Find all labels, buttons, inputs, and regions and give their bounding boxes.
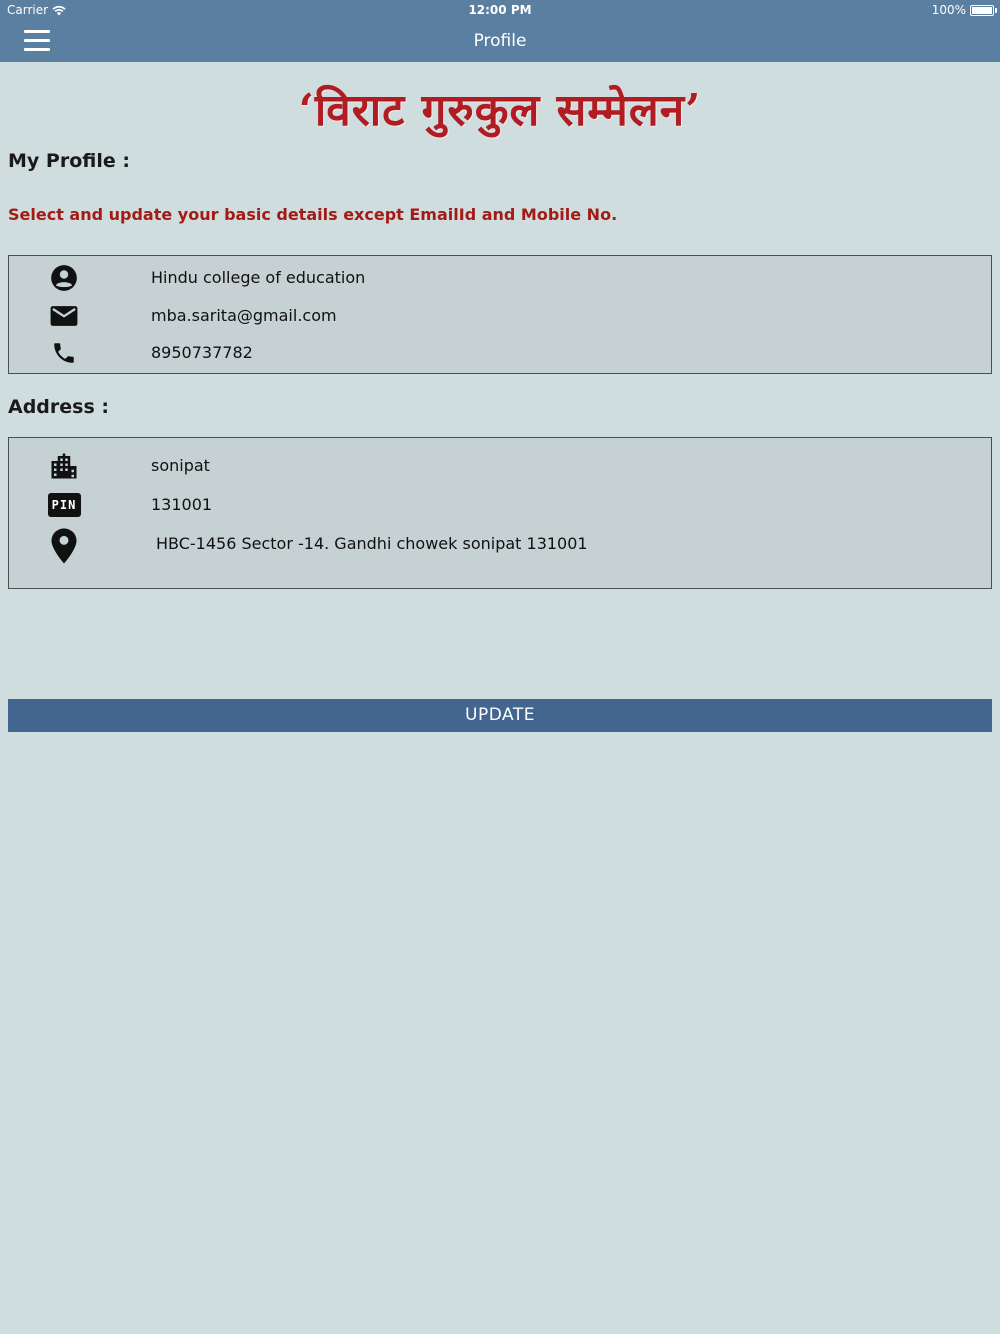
pincode-value: 131001 xyxy=(151,495,213,514)
institution-name: Hindu college of education xyxy=(151,268,366,287)
carrier-indicator xyxy=(7,3,66,17)
address-heading: Address : xyxy=(8,396,109,418)
hamburger-menu-icon[interactable] xyxy=(22,30,52,52)
phone-icon xyxy=(47,336,81,370)
mobile-value: 8950737782 xyxy=(151,343,253,362)
city-value: sonipat xyxy=(151,456,210,475)
profile-hint: Select and update your basic details except EmailId and Mobile No. xyxy=(8,205,618,224)
address-row-city[interactable] xyxy=(9,449,991,483)
email-icon xyxy=(47,299,81,333)
pin-badge: PIN xyxy=(48,493,81,517)
address-row-street[interactable] xyxy=(9,527,991,561)
battery-icon xyxy=(970,5,994,16)
city-building-icon xyxy=(47,449,81,483)
nav-bar xyxy=(0,20,1000,62)
profile-row-email xyxy=(9,299,991,333)
street-address-value: HBC-1456 Sector -14. Gandhi chowek sonipat 131001 xyxy=(156,534,588,553)
address-row-pincode[interactable] xyxy=(9,488,991,522)
status-bar xyxy=(0,0,1000,20)
clock: 12:00 PM xyxy=(468,3,532,17)
battery-indicator xyxy=(932,3,994,17)
battery-percent: 100% xyxy=(931,3,966,17)
wifi-icon xyxy=(52,5,66,16)
email-value: mba.sarita@gmail.com xyxy=(151,306,337,325)
address-card xyxy=(8,437,992,589)
profile-heading: My Profile : xyxy=(8,150,130,172)
carrier-label: Carrier xyxy=(7,3,49,17)
pin-code-icon xyxy=(47,488,81,522)
profile-row-phone xyxy=(9,336,991,370)
page-title: Profile xyxy=(473,31,527,51)
profile-row-name[interactable] xyxy=(9,261,991,295)
location-pin-icon xyxy=(47,529,81,563)
brand-logo-text: ‘विराट गुरुकुल सम्मेलन’ xyxy=(298,85,702,136)
account-circle-icon xyxy=(47,261,81,295)
profile-card xyxy=(8,255,992,374)
update-button[interactable]: UPDATE xyxy=(8,699,992,732)
